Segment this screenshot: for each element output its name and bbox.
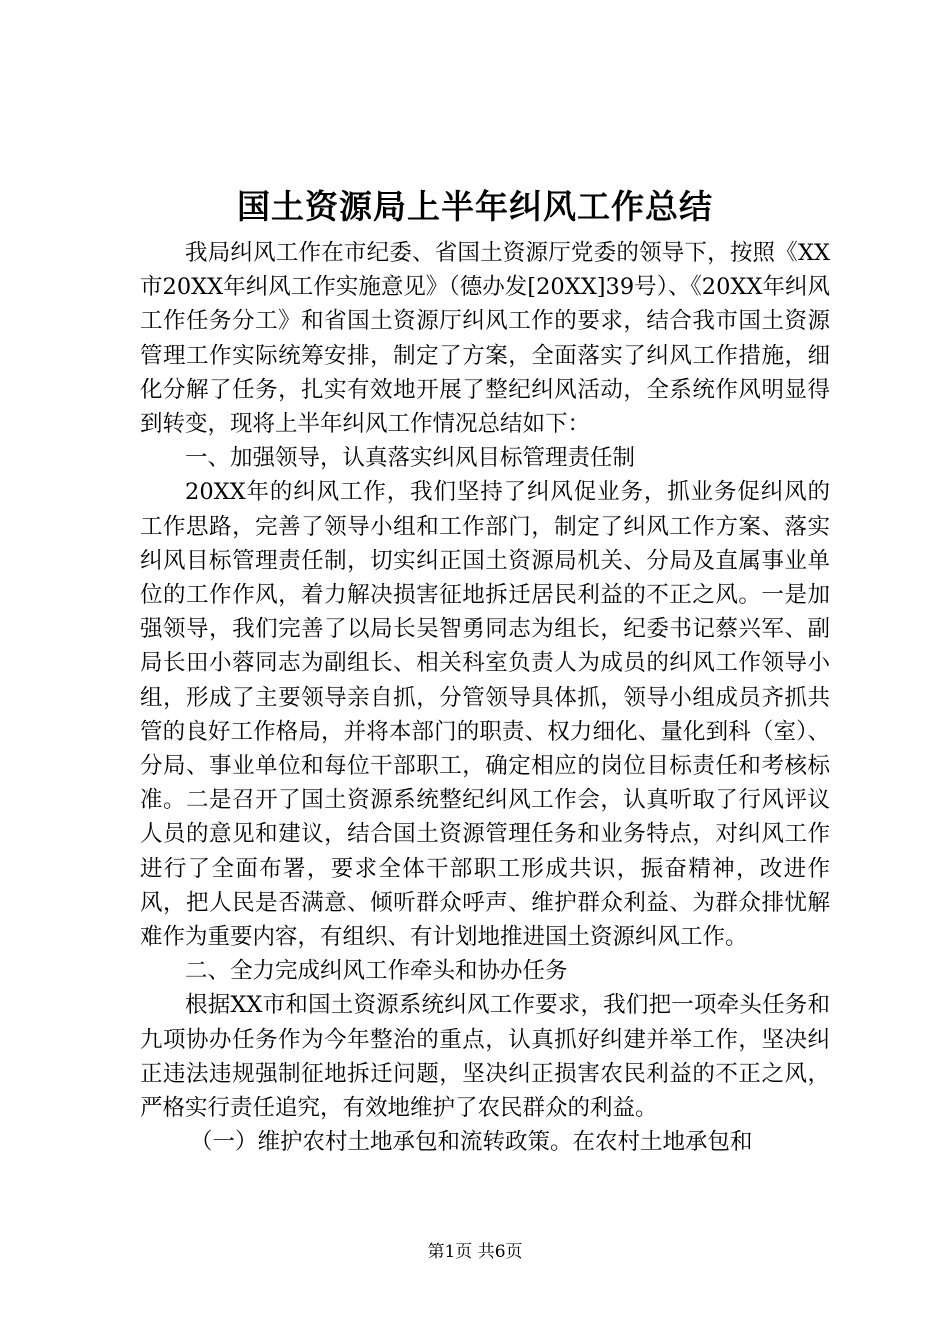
subsection-heading-1: （一）维护农村土地承包和流转政策。在农村土地承包和 [190,1129,753,1156]
document-title: 国土资源局上半年纠风工作总结 [237,187,713,226]
paragraph-intro: 我局纠风工作在市纪委、省国土资源厅党委的领导下，按照《XX市20XX年纠风工作实施意见》（德办发[20XX]39号）、《20XX年纠风工作任务分工》和省国土资源厅纠风工作的要求，结合我市国土资源管理工作实际统筹安排，制定了方案，全面落实了纠风工作措施，细化分解了任务，扎实有效地开展了整纪纠风活动，全系统作风明显得到转变，现将上半年纠风工作情况总结如下： [140,240,830,438]
section-heading-2: 二、全力完成纠风工作牵头和协办任务 [185,958,568,985]
paragraph-section-2: 根据XX市和国土资源系统纠风工作要求，我们把一项牵头任务和九项协办任务作为今年整治的重点，认真抓好纠建并举工作，坚决纠正违法违规强制征地拆迁问题，坚决纠正损害农民利益的不正之风，严格实行责任追究，有效地维护了农民群众的利益。 [140,992,830,1122]
document-body [140,236,830,1159]
section-heading-1: 一、加强领导，认真落实纠风目标管理责任制 [185,445,636,472]
paragraph-section-1: 20XX年的纠风工作，我们坚持了纠风促业务，抓业务促纠风的工作思路，完善了领导小组和工作部门，制定了纠风工作方案、落实纠风目标管理责任制，切实纠正国土资源局机关、分局及直属事业单位的工作作风，着力解决损害征地拆迁居民利益的不正之风。一是加强领导，我们完善了以局长吴智勇同志为组长，纪委书记蔡兴军、副局长田小蓉同志为副组长、相关科室负责人为成员的纠风工作领导小组，形成了主要领导亲自抓，分管领导具体抓，领导小组成员齐抓共管的良好工作格局，并将本部门的职责、权力细化、量化到科（室）、分局、事业单位和每位干部职工，确定相应的岗位目标责任和考核标准。二是召开了国土资源系统整纪纠风工作会，认真听取了行风评议人员的意见和建议，结合国土资源管理任务和业务特点，对纠风工作进行了全面布署，要求全体干部职工形成共识，振奋精神，改进作风，把人民是否满意、倾听群众呼声、维护群众利益、为群众排忧解难作为重要内容，有组织、有计划地推进国土资源纠风工作。 [140,479,830,951]
page-footer: 第1页 共6页 [427,1242,523,1262]
